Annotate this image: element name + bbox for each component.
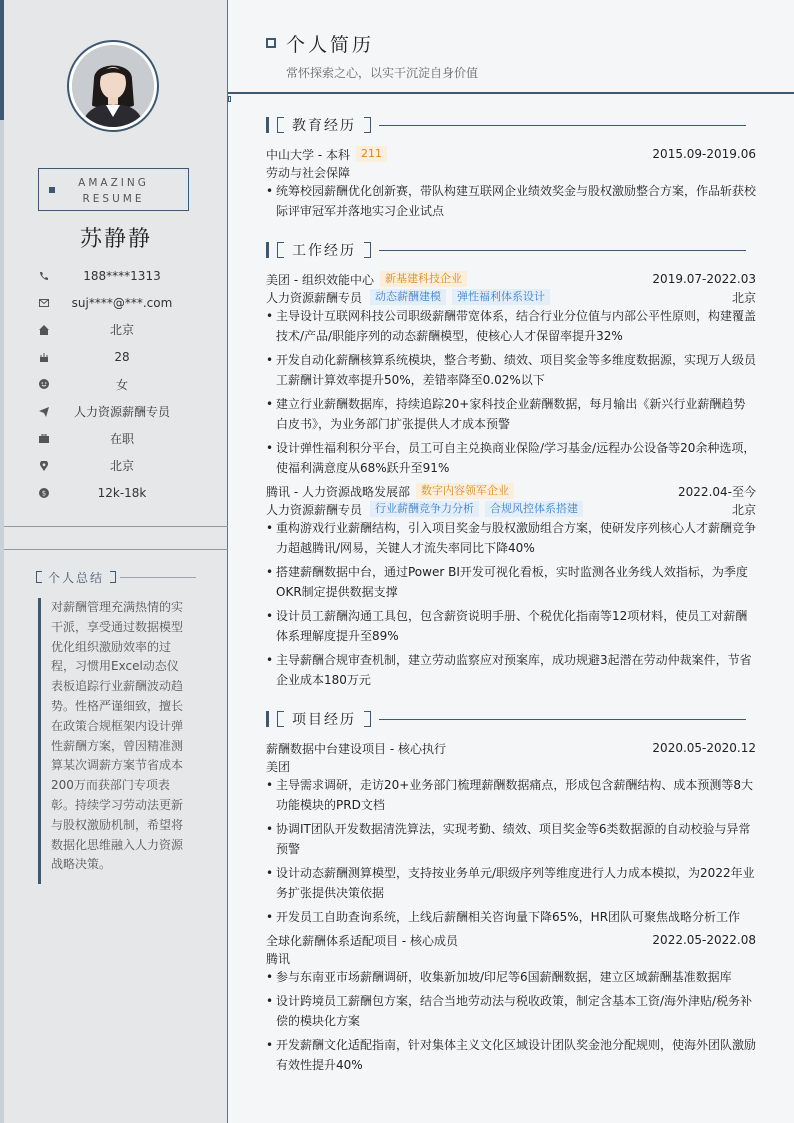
location-icon <box>38 460 50 472</box>
list-item: • 主导设计互联网科技公司职级薪酬带宽体系，结合行业分位值与内部公平性原则，构建覆盖技术/产品/职能序列的动态薪酬模型，使核心人才保留率提升32% <box>266 306 756 346</box>
summary-text: 对薪酬管理充满热情的实干派，享受通过数据模型优化组织激励效率的过程，习惯用Excel动态仪表板追踪行业薪酬波动趋势。性格严谨细致，擅长在政策合规框架内设计弹性薪酬方案，曾因精准测算某次调薪方案节省成本200万而获部门专项表彰。持续学习劳动法更新与股权激励机制，希望将数据化思维融入人力资源战略决策。 <box>38 598 190 884</box>
list-item: • 主导需求调研，走访20+业务部门梳理薪酬数据痛点，形成包含薪酬结构、成本预测等8大功能模块的PRD文档 <box>266 775 756 815</box>
badge-line-2: RESUME <box>82 193 145 205</box>
info-position <box>4 398 228 425</box>
info-location-value: 北京 <box>109 459 134 474</box>
info-phone-value: 188****1313 <box>83 268 161 283</box>
badge-square-icon <box>49 187 55 193</box>
job-city: 北京 <box>731 290 756 305</box>
education-period: 2015.09-2019.06 <box>652 147 756 161</box>
info-salary-value: 12k-18k <box>97 486 147 501</box>
info-email <box>4 289 228 316</box>
list-item: • 设计跨境员工薪酬包方案，结合当地劳动法与税收政策，制定含基本工资/海外津贴/税务补偿的模块化方案 <box>266 991 756 1031</box>
job-role-row <box>266 500 756 518</box>
info-gender-value: 女 <box>115 377 128 392</box>
list-item: • 搭建薪酬数据中台，通过Power BI开发可视化看板，实时监测各业务线人效指标，为季度OKR制定提供数据支撑 <box>266 562 756 602</box>
job-company-row <box>266 482 756 500</box>
list-item: • 设计动态薪酬测算模型，支持按业务单元/职级序列等维度进行人力成本模拟，为2022年业务扩张提供决策依据 <box>266 863 756 903</box>
list-item: • 建立行业薪酬数据库，持续追踪20+家科技企业薪酬数据，每月输出《新兴行业薪酬趋势白皮书》，为业务部门扩张提供人才成本预警 <box>266 394 756 434</box>
smile-icon <box>38 378 50 390</box>
sidebar-divider-1 <box>4 526 228 527</box>
cake-icon <box>38 351 50 363</box>
job-bullets <box>266 306 756 482</box>
job-company: 腾讯 - 人力资源战略发展部 <box>266 484 410 499</box>
project-name: 全球化薪酬体系适配项目 - 核心成员 <box>266 933 458 948</box>
job-period: 2022.04-至今 <box>678 484 756 499</box>
project-company-row <box>266 949 756 967</box>
header-marker <box>228 96 231 102</box>
bracket-left <box>36 571 42 583</box>
money-icon <box>38 487 50 499</box>
send-icon <box>38 406 50 418</box>
info-home-value: 北京 <box>109 323 134 338</box>
info-phone <box>4 262 228 289</box>
summary-title: 个人总结 <box>48 570 105 585</box>
project-name: 薪酬数据中台建设项目 - 核心执行 <box>266 741 446 756</box>
job-period: 2019.07-2022.03 <box>652 272 756 286</box>
list-item: • 参与东南亚市场薪酬调研，收集新加坡/印尼等6国薪酬数据，建立区域薪酬基准数据库 <box>266 967 756 987</box>
svg-text:$: $ <box>41 489 47 498</box>
skill-tag: 动态薪酬建模 <box>370 289 446 305</box>
list-item: • 开发员工自助查询系统，上线后薪酬相关咨询量下降65%，HR团队可聚焦战略分析工作 <box>266 907 756 927</box>
list-item: • 设计弹性福利积分平台，员工可自主兑换商业保险/学习基金/远程办公设备等20余种选项，使福利满意度从68%跃升至91% <box>266 438 756 478</box>
main-content <box>228 0 794 1123</box>
skill-tag: 行业薪酬竞争力分析 <box>370 501 479 517</box>
info-status-value: 在职 <box>109 432 134 447</box>
skill-tag: 合规风控体系搭建 <box>485 501 583 517</box>
info-salary <box>4 480 228 507</box>
badge-line-1: AMAZING <box>78 177 149 189</box>
info-position-value: 人力资源薪酬专员 <box>73 405 170 420</box>
list-item: • 协调IT团队开发数据清洗算法，实现考勤、绩效、项目奖金等6类数据源的自动校验与异常预警 <box>266 819 756 859</box>
summary-heading <box>36 568 196 586</box>
education-bullets <box>266 181 756 225</box>
bracket-right <box>110 571 116 583</box>
sidebar <box>4 0 228 1123</box>
info-age-value: 28 <box>114 350 130 365</box>
home-icon <box>38 324 50 336</box>
project-bullets <box>266 967 756 1079</box>
education-major-row <box>266 163 756 181</box>
title-square-icon <box>266 38 276 48</box>
project-row <box>266 931 756 949</box>
section-title: 项目经历 <box>292 712 356 728</box>
job-role-row <box>266 288 756 306</box>
project-period: 2020.05-2020.12 <box>652 741 756 755</box>
section-title: 工作经历 <box>292 243 356 259</box>
section-title: 教育经历 <box>292 118 356 134</box>
skill-tag: 弹性福利体系设计 <box>452 289 550 305</box>
major: 劳动与社会保障 <box>266 165 351 180</box>
project-bullets <box>266 775 756 931</box>
mail-icon <box>38 297 50 309</box>
job-company: 美团 - 组织效能中心 <box>266 272 374 287</box>
job-bullets <box>266 518 756 694</box>
job-role: 人力资源薪酬专员 <box>266 502 363 517</box>
info-home <box>4 316 228 343</box>
section-projects <box>266 710 746 728</box>
info-gender <box>4 371 228 398</box>
job-city: 北京 <box>731 502 756 517</box>
project-company: 美团 <box>266 759 291 774</box>
school-name: 中山大学 - 本科 <box>266 147 350 162</box>
info-email-value: suj****@***.com <box>71 295 173 310</box>
summary-heading-line <box>120 577 196 578</box>
page-title: 个人简历 <box>286 34 375 56</box>
project-company-row <box>266 757 756 775</box>
info-location <box>4 452 228 479</box>
page-motto: 常怀探索之心，以实干沉淀自身价值 <box>286 66 479 80</box>
list-item: • 统筹校园薪酬优化创新赛，带队构建互联网企业绩效奖金与股权激励整合方案，作品斩获校际评审冠军并落地实习企业试点 <box>266 181 756 221</box>
briefcase-icon <box>38 433 50 445</box>
sidebar-divider-2 <box>4 549 228 550</box>
section-education <box>266 116 746 134</box>
list-item: • 重构游戏行业薪酬结构，引入项目奖金与股权激励组合方案，使研发序列核心人才薪酬竞争力超越腾讯/网易，关键人才流失率同比下降40% <box>266 518 756 558</box>
project-company: 腾讯 <box>266 951 291 966</box>
list-item: • 设计员工薪酬沟通工具包，包含薪资说明手册、个税优化指南等12项材料，使员工对薪酬体系理解度提升至89% <box>266 606 756 646</box>
section-work <box>266 241 746 259</box>
avatar <box>67 40 159 132</box>
contact-info-list <box>4 262 228 507</box>
company-tag: 新基建科技企业 <box>380 271 467 287</box>
list-item: • 开发自动化薪酬核算系统模块，整合考勤、绩效、项目奖金等多维度数据源，实现万人级员工薪酬计算效率提升50%，差错率降至0.02%以下 <box>266 350 756 390</box>
project-period: 2022.05-2022.08 <box>652 933 756 947</box>
job-role: 人力资源薪酬专员 <box>266 290 363 305</box>
school-tag: 211 <box>356 146 387 162</box>
resume-badge <box>38 168 189 211</box>
job-company-row <box>266 270 756 288</box>
list-item: • 开发薪酬文化适配指南，针对集体主义文化区域设计团队奖金池分配规则，使海外团队激励有效性提升40% <box>266 1035 756 1075</box>
info-age <box>4 344 228 371</box>
project-row <box>266 739 756 757</box>
resume-header <box>228 0 794 94</box>
education-row <box>266 145 756 163</box>
list-item: • 主导薪酬合规审查机制，建立劳动监察应对预案库，成功规避3起潜在劳动仲裁案件，节省企业成本180万元 <box>266 650 756 690</box>
info-status <box>4 425 228 452</box>
person-name: 苏静静 <box>79 227 152 252</box>
phone-icon <box>38 270 50 282</box>
company-tag: 数字内容领军企业 <box>416 483 514 499</box>
